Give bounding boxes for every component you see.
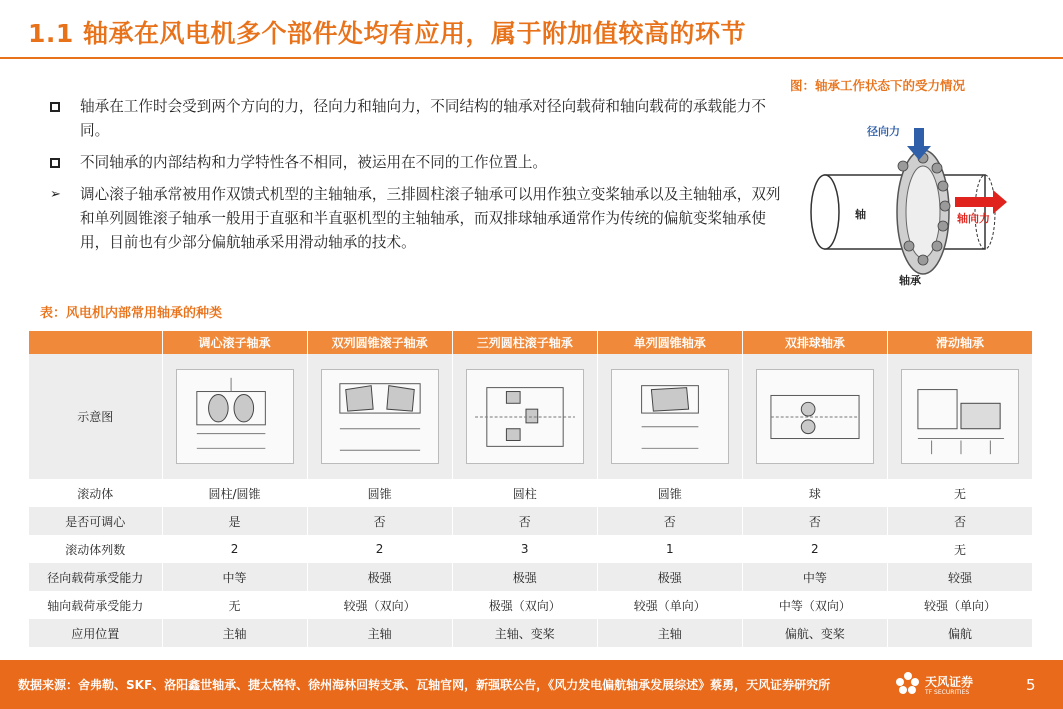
table-cell: 是 bbox=[162, 507, 307, 535]
table-cell: 否 bbox=[597, 507, 742, 535]
company-logo bbox=[895, 670, 985, 700]
single-row-tapered-bearing-diagram bbox=[611, 369, 729, 464]
table-cell: 圆锥 bbox=[597, 479, 742, 507]
sliding-bearing-diagram bbox=[901, 369, 1019, 464]
table-header-cell: 调心滚子轴承 bbox=[162, 331, 307, 354]
data-source-note: 数据来源：舍弗勒、SKF、洛阳鑫世轴承、捷太格特、徐州海林回转支承、瓦轴官网，新强联公告，《风力发电偏航轴承发展综述》蔡勇，天风证券研究所 bbox=[18, 678, 831, 692]
bullet-text: 调心滚子轴承常被用作双馈式机型的主轴轴承，三排圆柱滚子轴承可以用作独立变桨轴承以及主轴轴承，双列和单列圆锥滚子轴承一般用于直驱和半直驱机型的主轴轴承，而双排球轴承通常作为传统的偏航变桨轴承使用，目前也有少部分偏航轴承采用滑动轴承的技术。 bbox=[80, 186, 781, 251]
page-number: 5 bbox=[1026, 676, 1036, 694]
bearing-force-diagram bbox=[795, 100, 1035, 290]
radial-force-label: 径向力 bbox=[867, 125, 900, 138]
table-caption: 表：风电机内部常用轴承的种类 bbox=[40, 306, 223, 321]
bullet-text: 轴承在工作时会受到两个方向的力，径向力和轴向力，不同结构的轴承对径向载荷和轴向载荷的承载能力不同。 bbox=[80, 98, 766, 139]
bullet-item bbox=[50, 183, 785, 255]
title-divider bbox=[0, 57, 1063, 59]
table-cell: 主轴、变桨 bbox=[452, 619, 597, 647]
row-label: 应用位置 bbox=[29, 619, 162, 647]
table-cell: 否 bbox=[742, 507, 887, 535]
footer-bar bbox=[0, 660, 1063, 709]
table-row bbox=[29, 535, 1033, 563]
radial-force-arrow-shaft bbox=[914, 128, 924, 146]
row-label: 滚动体 bbox=[29, 479, 162, 507]
diagram-cell bbox=[452, 354, 597, 479]
bullet-list bbox=[50, 95, 785, 263]
diagram-cell bbox=[597, 354, 742, 479]
row-label: 径向载荷承受能力 bbox=[29, 563, 162, 591]
bearing-force-figure bbox=[795, 100, 1035, 290]
square-bullet-icon bbox=[50, 102, 60, 112]
table-cell: 主轴 bbox=[597, 619, 742, 647]
diagram-cell bbox=[307, 354, 452, 479]
table-cell: 无 bbox=[887, 535, 1032, 563]
table-row bbox=[29, 479, 1033, 507]
figure-caption: 图：轴承工作状态下的受力情况 bbox=[790, 78, 966, 93]
table-header-cell: 滑动轴承 bbox=[887, 331, 1032, 354]
table-cell: 极强 bbox=[597, 563, 742, 591]
table-cell: 2 bbox=[162, 535, 307, 563]
table-cell: 主轴 bbox=[307, 619, 452, 647]
table-cell: 2 bbox=[742, 535, 887, 563]
table-cell: 偏航 bbox=[887, 619, 1032, 647]
bullet-item bbox=[50, 151, 785, 175]
row-label: 示意图 bbox=[29, 354, 162, 479]
table-cell: 圆柱 bbox=[452, 479, 597, 507]
table-cell: 较强（单向） bbox=[887, 591, 1032, 619]
table-row bbox=[29, 619, 1033, 647]
table-header-cell: 单列圆锥轴承 bbox=[597, 331, 742, 354]
table-header-cell: 双排球轴承 bbox=[742, 331, 887, 354]
logo-text-en: TF SECURITIES bbox=[925, 689, 970, 696]
shaft-label: 轴 bbox=[855, 208, 866, 221]
bearing-types-table bbox=[29, 331, 1033, 647]
three-row-cylindrical-roller-bearing-diagram bbox=[466, 369, 584, 464]
table-cell: 圆柱/圆锥 bbox=[162, 479, 307, 507]
table-cell: 球 bbox=[742, 479, 887, 507]
table-cell: 否 bbox=[452, 507, 597, 535]
spherical-roller-bearing-diagram bbox=[176, 369, 294, 464]
row-label: 是否可调心 bbox=[29, 507, 162, 535]
table-cell: 极强 bbox=[307, 563, 452, 591]
table-cell: 较强（单向） bbox=[597, 591, 742, 619]
table-cell: 极强 bbox=[452, 563, 597, 591]
flower-logo-icon bbox=[895, 670, 921, 696]
table-row bbox=[29, 591, 1033, 619]
table-row-diagrams bbox=[29, 354, 1033, 479]
bullet-text: 不同轴承的内部结构和力学特性各不相同，被运用在不同的工作位置上。 bbox=[80, 154, 548, 171]
diagram-cell bbox=[742, 354, 887, 479]
table-cell: 偏航、变桨 bbox=[742, 619, 887, 647]
bearing-label: 轴承 bbox=[899, 274, 921, 287]
table-row bbox=[29, 507, 1033, 535]
table-cell: 否 bbox=[887, 507, 1032, 535]
row-label: 轴向载荷承受能力 bbox=[29, 591, 162, 619]
diagram-cell bbox=[887, 354, 1032, 479]
table-header-cell bbox=[29, 331, 162, 354]
table-cell: 无 bbox=[887, 479, 1032, 507]
table-cell: 2 bbox=[307, 535, 452, 563]
axial-force-arrow-head bbox=[993, 190, 1007, 214]
table-cell: 主轴 bbox=[162, 619, 307, 647]
table-cell: 无 bbox=[162, 591, 307, 619]
double-row-tapered-roller-bearing-diagram bbox=[321, 369, 439, 464]
square-bullet-icon bbox=[50, 158, 60, 168]
table-cell: 中等 bbox=[742, 563, 887, 591]
table-cell: 较强（双向） bbox=[307, 591, 452, 619]
table-cell: 圆锥 bbox=[307, 479, 452, 507]
shaft-end bbox=[811, 175, 839, 249]
bullet-item bbox=[50, 95, 785, 143]
table-cell: 中等（双向） bbox=[742, 591, 887, 619]
row-label: 滚动体列数 bbox=[29, 535, 162, 563]
table-row bbox=[29, 563, 1033, 591]
axial-force-label: 轴向力 bbox=[957, 212, 990, 225]
axial-force-arrow-shaft bbox=[955, 197, 993, 207]
table-cell: 较强 bbox=[887, 563, 1032, 591]
logo-text-cn: 天风证券 bbox=[925, 675, 974, 689]
table-header-row bbox=[29, 331, 1033, 354]
table-cell: 中等 bbox=[162, 563, 307, 591]
page-title: 1.1 轴承在风电机多个部件处均有应用，属于附加值较高的环节 bbox=[28, 19, 746, 48]
table-header-cell: 双列圆锥滚子轴承 bbox=[307, 331, 452, 354]
table-cell: 3 bbox=[452, 535, 597, 563]
table-cell: 否 bbox=[307, 507, 452, 535]
table-cell: 1 bbox=[597, 535, 742, 563]
diagram-cell bbox=[162, 354, 307, 479]
double-row-ball-bearing-diagram bbox=[756, 369, 874, 464]
arrow-bullet-icon: ➢ bbox=[50, 187, 61, 202]
table-header-cell: 三列圆柱滚子轴承 bbox=[452, 331, 597, 354]
table-cell: 极强（双向） bbox=[452, 591, 597, 619]
